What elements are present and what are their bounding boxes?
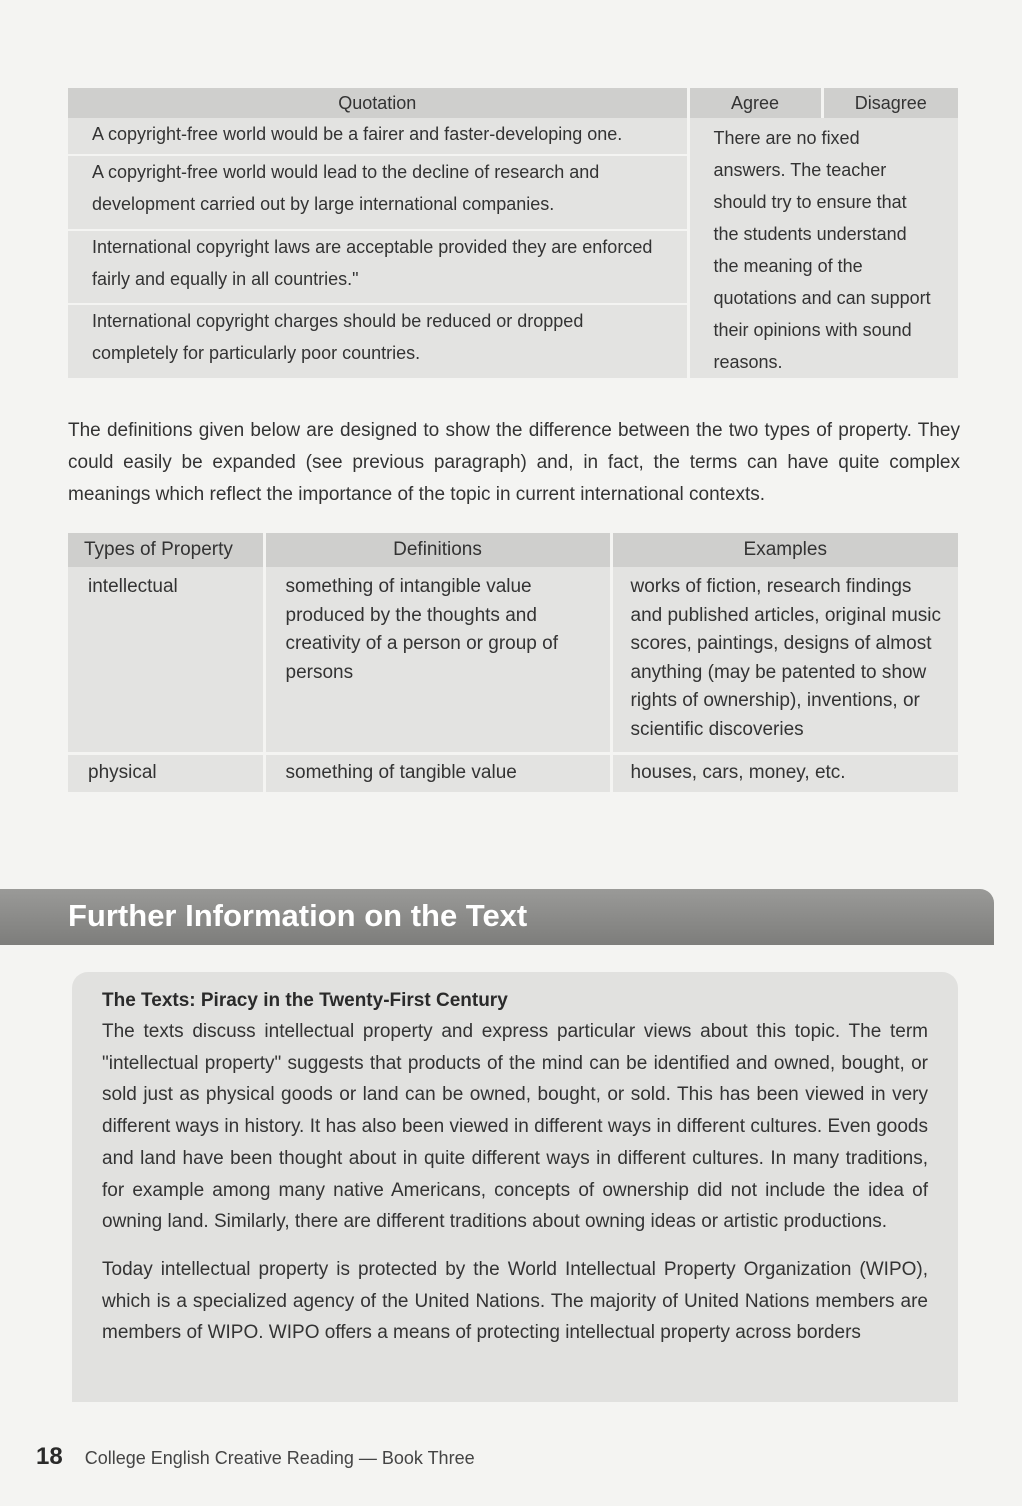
examples-header: Examples	[611, 533, 958, 567]
quotation-cell: A copyright-free world would lead to the decline of research and development carried out by large international companies.	[68, 155, 688, 230]
page-number: 18	[36, 1443, 63, 1470]
answer-note: There are no fixed answers. The teacher should try to ensure that the students understand the meaning of the quotations and can support their opinions with sound reasons.	[688, 118, 958, 378]
page-footer	[36, 1443, 475, 1471]
types-header: Types of Property	[68, 533, 264, 567]
table-row	[68, 118, 958, 155]
book-title: College English Creative Reading — Book Three	[84, 1448, 475, 1468]
table-row	[68, 754, 958, 792]
property-type-cell: physical	[68, 754, 264, 792]
table-row	[68, 567, 958, 754]
section-title: Further Information on the Text	[68, 898, 528, 933]
property-type-cell: intellectual	[68, 567, 264, 754]
quotation-table	[68, 88, 958, 378]
definitions-header: Definitions	[264, 533, 611, 567]
disagree-header: Disagree	[822, 88, 958, 118]
info-box	[72, 972, 958, 1402]
quotation-header: Quotation	[68, 88, 688, 118]
section-banner	[0, 889, 994, 945]
examples-cell: works of fiction, research findings and published articles, original music scores, paintings, designs of almost anything (may be patented to show rights of ownership), inventions, or scientific discoveries	[611, 567, 958, 754]
body-paragraph: The definitions given below are designed to show the difference between the two types of property. They could easily be expanded (see previous paragraph) and, in fact, the terms can have quite complex meanings which reflect the importance of the topic in current international contexts.	[68, 420, 960, 505]
quotation-cell: A copyright-free world would be a fairer and faster-developing one.	[68, 118, 688, 155]
quotation-cell: International copyright charges should be reduced or dropped completely for particularly poor countries.	[68, 304, 688, 378]
info-paragraph: The texts discuss intellectual property and express particular views about this topic. The term "intellectual property" suggests that products of the mind can be identified and owned, bought, or sold just as physical goods or land can be owned, bought, or sold. This has been viewed in very different ways in history. It has also been viewed in different ways in different cultures. Even goods and land have been thought about in quite different ways in different cultures. In many traditions, for example among many native Americans, concepts of ownership did not include the idea of owning land. Similarly, there are different traditions about owning ideas or artistic productions.	[102, 1021, 928, 1233]
definition-cell: something of intangible value produced by the thoughts and creativity of a person or group of persons	[264, 567, 611, 754]
property-types-table	[68, 533, 958, 792]
info-heading: The Texts: Piracy in the Twenty-First Century	[102, 990, 508, 1011]
quotation-cell: International copyright laws are acceptable provided they are enforced fairly and equally in all countries."	[68, 230, 688, 305]
definition-cell: something of tangible value	[264, 754, 611, 792]
agree-header: Agree	[688, 88, 822, 118]
examples-cell: houses, cars, money, etc.	[611, 754, 958, 792]
info-paragraph: Today intellectual property is protected by the World Intellectual Property Organization (WIPO), which is a specialized agency of the United Nations. The majority of United Nations members are members of WIPO. WIPO offers a means of protecting intellectual property across borders	[102, 1258, 928, 1344]
